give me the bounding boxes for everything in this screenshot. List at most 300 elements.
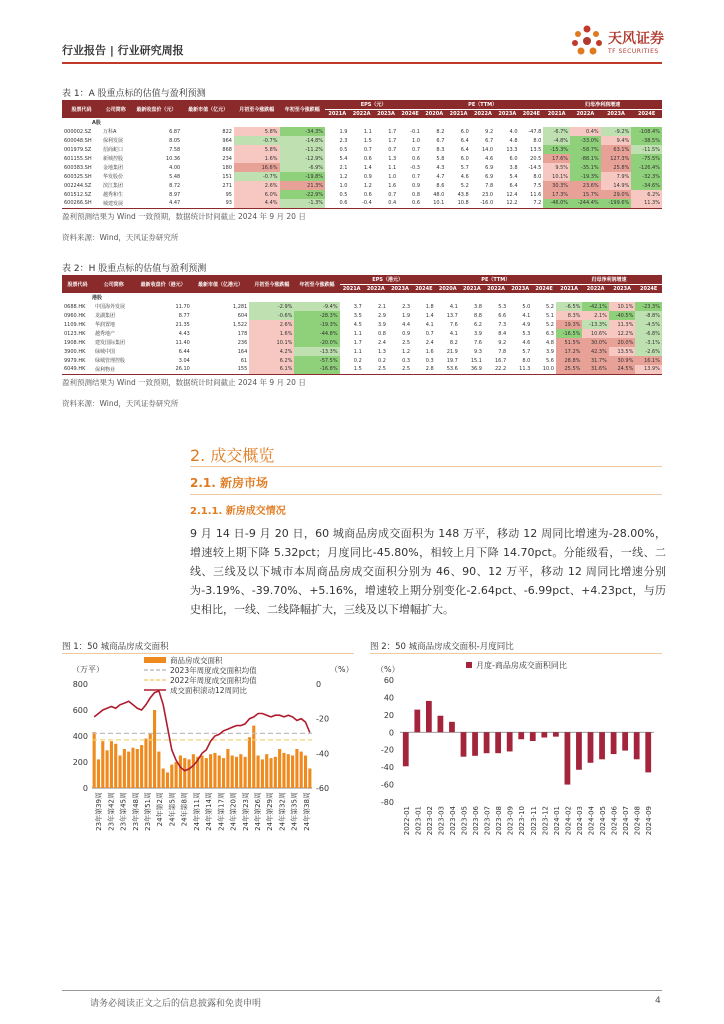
table-header-row xyxy=(62,275,662,284)
table-cell: 8.72 xyxy=(169,182,181,189)
table2-h-share xyxy=(62,275,662,375)
table-cell: 11.70 xyxy=(175,303,190,310)
yoy-bar xyxy=(461,732,467,756)
yoy-bar xyxy=(449,722,455,732)
yoy-bar xyxy=(622,732,628,750)
area-bar xyxy=(244,757,247,788)
column-header: 月初至今涨跌幅 xyxy=(249,275,294,293)
table-cell: 2.1% xyxy=(582,311,608,320)
area-bar xyxy=(106,750,109,788)
table-header-row xyxy=(62,100,662,109)
table-cell: 3.5 xyxy=(353,312,362,319)
x-tick-label: 2024-05 xyxy=(599,806,608,836)
table-cell: 127.3% xyxy=(601,154,632,163)
table-cell: 7.8 xyxy=(485,182,494,189)
year-header: 2022A xyxy=(582,284,608,293)
table-cell: 0123.HK xyxy=(64,330,86,337)
area-bar xyxy=(252,726,255,788)
x-tick-label: 2023-04 xyxy=(448,806,457,836)
table-cell: 4.1 xyxy=(522,312,531,319)
year-header: 2023A xyxy=(508,284,532,293)
table-cell: 8.0 xyxy=(533,173,542,180)
table-cell: 2.6% xyxy=(234,181,280,190)
x-tick-label: 2023-12 xyxy=(541,806,550,836)
table-cell: -4.5% xyxy=(635,320,662,329)
table-cell: 868 xyxy=(222,146,232,153)
area-bar xyxy=(188,759,191,788)
table-cell: 4.47 xyxy=(131,199,183,208)
table-cell: 14.9% xyxy=(601,181,632,190)
table-cell: 1.6% xyxy=(249,329,294,338)
table-cell: 10.1% xyxy=(249,338,294,347)
area-bar xyxy=(200,756,203,789)
group-header: EPS（港元） xyxy=(340,275,436,284)
table-cell: 1.7 xyxy=(388,128,397,135)
table-cell: 600325.SH xyxy=(64,173,92,180)
table-cell: 4.6 xyxy=(460,173,469,180)
table1-source: 资料来源：Wind，天风证券研究所 xyxy=(62,233,179,242)
section-divider xyxy=(190,466,662,467)
table-cell: -2.6% xyxy=(635,347,662,356)
table-cell: 华润置地 xyxy=(94,322,115,328)
table-cell: 8.8 xyxy=(474,312,482,319)
area-bar xyxy=(179,756,182,789)
table-cell: -23.3% xyxy=(635,302,662,311)
table-cell: 63.1% xyxy=(601,145,632,154)
yoy-bar xyxy=(426,701,432,732)
table-cell: 4.43 xyxy=(178,330,190,337)
table-cell: -13.3% xyxy=(582,320,608,329)
table-cell: 8.4 xyxy=(498,330,507,337)
table-row xyxy=(62,181,662,190)
x-tick-label: 23年第39周 xyxy=(95,792,104,831)
table-cell: 19.3% xyxy=(556,320,582,329)
legend-label: 商品房成交面积 xyxy=(170,656,223,665)
table-cell: 53.6 xyxy=(436,365,460,374)
year-header: 2024E xyxy=(412,284,436,293)
table-cell: 1.1 xyxy=(353,348,362,355)
table-cell: 0.2 xyxy=(377,357,386,364)
table-cell: 604 xyxy=(237,312,248,319)
table-cell: 0.9 xyxy=(402,330,411,337)
table-cell: 20.5 xyxy=(530,155,542,162)
table-cell: 10.8 xyxy=(446,199,470,208)
table-cell: 964 xyxy=(222,137,232,144)
table-row xyxy=(62,190,662,199)
table-row xyxy=(62,365,662,374)
group-header: 归母净利润增速 xyxy=(543,100,662,109)
table-cell: -16.5% xyxy=(556,329,582,338)
table-cell: 1.0 xyxy=(412,137,420,144)
table-cell: -16.0 xyxy=(471,199,495,208)
table-cell: -244.4% xyxy=(570,199,601,208)
table-cell: 1.6 xyxy=(425,348,434,355)
x-tick-label: 24年第26周 xyxy=(254,792,262,831)
table-cell: 6.44 xyxy=(178,348,190,355)
x-tick-label: 2024-09 xyxy=(645,806,654,836)
column-header: 最新市值（亿港元） xyxy=(192,275,249,293)
yoy-bar xyxy=(599,732,605,759)
figure1-caption: 图 1：50 城商品房成交面积 xyxy=(62,642,169,652)
y-tick-label: 40 xyxy=(383,693,394,703)
table-cell: -6.5% xyxy=(556,302,582,311)
table-cell: 0.3 xyxy=(425,357,434,364)
x-tick-label: 2024-08 xyxy=(633,806,642,836)
table-cell: 1.4 xyxy=(363,164,372,171)
table-cell: 1.1 xyxy=(353,330,362,337)
table-cell: -0.1 xyxy=(410,128,420,135)
table-cell: 7.6 xyxy=(449,321,458,328)
column-header: 股票代码 xyxy=(62,100,101,118)
section-subsubtitle: 2.1.1. 新房成交情况 xyxy=(190,506,286,517)
area-bar xyxy=(175,762,178,788)
table-cell: 31.7% xyxy=(582,356,608,365)
table-row xyxy=(62,172,662,181)
table-cell: -15.3% xyxy=(543,145,570,154)
figure2-unit: （%） xyxy=(376,665,400,674)
table-cell: 13.5 xyxy=(530,146,542,153)
table-row xyxy=(62,329,662,338)
table-cell: 龙湖集团 xyxy=(94,313,115,319)
x-tick-label: 2023-01 xyxy=(414,806,423,836)
table-cell: 华发股份 xyxy=(102,174,123,180)
table-cell: 4.1 xyxy=(449,303,458,310)
table-cell: 0.6 xyxy=(363,155,372,162)
column-header: 公司简称 xyxy=(101,100,131,118)
table-cell: 城建发展 xyxy=(101,199,131,208)
table-row xyxy=(62,356,662,365)
table1-note: 盈利预测结果为 Wind 一致预期，数据统计时间截止 2024 年 9 月 20 日 xyxy=(62,212,306,221)
table-cell: 6.3 xyxy=(545,330,554,337)
table-cell: 11.3% xyxy=(631,199,662,208)
table-cell: 28.8% xyxy=(556,356,582,365)
left-tick-label: 400 xyxy=(72,732,88,741)
legend-label: 2022年周度成交面积均值 xyxy=(170,676,257,685)
area-bar xyxy=(218,756,221,789)
table-cell: -20.0% xyxy=(294,338,339,347)
table-cell: -33.0% xyxy=(570,136,601,145)
table-cell: 1.9 xyxy=(339,128,348,135)
area-bar xyxy=(282,753,285,788)
table-cell: 5.3 xyxy=(498,303,507,310)
table-cell: -1.3% xyxy=(280,199,326,208)
area-bar xyxy=(209,754,212,788)
table-cell: -0.3 xyxy=(410,164,420,171)
year-header: 2023A xyxy=(388,284,412,293)
table-cell: 5.7 xyxy=(460,164,469,171)
table-cell: 1.2 xyxy=(363,182,372,189)
table-cell: -8.8% xyxy=(635,311,662,320)
table-cell: 11.6 xyxy=(530,191,542,198)
table-cell: 6.0% xyxy=(234,190,280,199)
table-row xyxy=(62,199,662,208)
table-cell: 11.3 xyxy=(508,365,532,374)
table-cell: 29.0% xyxy=(601,190,632,199)
year-header: 2024E xyxy=(635,284,662,293)
area-bar xyxy=(287,754,290,788)
table-cell: 3.9 xyxy=(377,321,386,328)
x-tick-label: 24年第11周 xyxy=(192,792,201,831)
table-cell: 1109.HK xyxy=(64,321,86,328)
table-cell: 15.1 xyxy=(470,357,482,364)
area-bar xyxy=(248,737,251,788)
table-cell: 7.2 xyxy=(520,199,544,208)
x-tick-label: 24年第32周 xyxy=(278,792,287,831)
year-header: 2024E xyxy=(631,109,662,118)
company-logo xyxy=(570,22,670,62)
table-cell: 23.6% xyxy=(570,181,601,190)
table-cell: 5.48 xyxy=(169,173,181,180)
table-cell: 8.0 xyxy=(533,137,542,144)
year-header: 2021A xyxy=(340,284,364,293)
table-cell: 1.2 xyxy=(402,348,411,355)
column-header: 最新收盘价（港元） xyxy=(134,275,191,293)
year-header: 2024E xyxy=(398,109,422,118)
table2-note: 盈利预测结果为 Wind 一致预期，数据统计时间截止 2024 年 9 月 20 日 xyxy=(62,378,306,387)
table-cell: 0688.HK xyxy=(64,303,86,310)
table-cell: 178 xyxy=(237,330,248,337)
table-cell: -6.8% xyxy=(635,329,662,338)
table-cell: 15.7% xyxy=(570,190,601,199)
yoy-bar xyxy=(495,732,501,753)
table-cell: 002244.SZ xyxy=(64,182,92,189)
table-cell: 000002.SZ xyxy=(64,128,92,135)
table-cell: 1.1 xyxy=(363,128,372,135)
area-bar xyxy=(136,749,139,788)
x-tick-label: 2024-02 xyxy=(564,806,573,836)
table-cell: 2.8 xyxy=(412,365,436,374)
yoy-bar xyxy=(576,732,582,769)
table-cell: 0.9 xyxy=(412,182,420,189)
table-cell: -0.7% xyxy=(234,172,280,181)
table-cell: 1.0 xyxy=(388,173,397,180)
x-tick-label: 24年第35周 xyxy=(290,792,299,831)
table-cell: 保利发展 xyxy=(102,138,123,144)
year-header: 2023A xyxy=(495,109,519,118)
area-bar xyxy=(114,744,117,788)
year-header: 2021A xyxy=(556,284,582,293)
year-header: 2022A xyxy=(349,109,373,118)
legend-swatch xyxy=(144,657,166,663)
area-bar xyxy=(269,758,272,788)
table-cell: 1.0 xyxy=(339,182,348,189)
x-tick-label: 2024-07 xyxy=(622,806,631,836)
table-cell: -46.0% xyxy=(543,199,570,208)
table-cell: 48.0 xyxy=(433,191,445,198)
table-cell: 3.7 xyxy=(353,303,362,310)
table-cell: 建发国际集团 xyxy=(94,340,125,346)
table-cell: 招商蛇口 xyxy=(102,147,123,153)
table-cell: 31.6% xyxy=(582,365,608,374)
table-cell: 4.6 xyxy=(485,155,494,162)
area-bar xyxy=(265,754,268,788)
table-cell: 30.3% xyxy=(543,181,570,190)
table-cell: 13.5% xyxy=(609,347,635,356)
table-cell: -3.1% xyxy=(635,338,662,347)
table-cell: 10.1 xyxy=(422,199,446,208)
table-cell: 2.5 xyxy=(364,365,388,374)
table-cell: -0.4 xyxy=(349,199,373,208)
table-cell: 17.6% xyxy=(543,154,570,163)
area-bar xyxy=(235,757,238,788)
table-cell: 8.97 xyxy=(169,191,181,198)
right-tick-label: 0 xyxy=(316,680,322,689)
table-cell: 4.8 xyxy=(509,137,518,144)
x-tick-label: 23年第48周 xyxy=(131,792,140,831)
right-tick-label: -40 xyxy=(316,749,330,759)
table-cell: 6.0 xyxy=(509,155,518,162)
x-tick-label: 2023-02 xyxy=(425,806,434,836)
table-cell: 6.0 xyxy=(460,155,469,162)
table-cell: 4.1 xyxy=(449,330,458,337)
table-cell: 10.1% xyxy=(609,302,635,311)
section-paragraph: 9 月 14 日-9 月 20 日，60 城商品房成交面积为 148 万平，移动 12 周同比增速为-28.00%，增速较上期下降 5.32pct；月度同比-45.80%，相较上月下降 14.70pct。分能级看，一线、二线、三线及以下城市本周商品房成交面积分别为 46、90、12 万平，移动 12 周同比增速分别为-3.19%、-39.70%、+5.16%，增速较上期分别变化-2.64pct、-6.99pct、+4.23pct，与历史相比，一线、二线降幅扩大，三线及以下增幅扩大。 xyxy=(190,527,666,616)
left-tick-label: 0 xyxy=(82,784,88,793)
yoy-bar xyxy=(518,732,524,739)
x-tick-label: 24年第20周 xyxy=(229,792,238,831)
table-cell: 21.9 xyxy=(446,348,458,355)
table-cell: 51.5% xyxy=(556,338,582,347)
table-cell: 7.58 xyxy=(169,146,181,153)
x-tick-label: 24年第14周 xyxy=(205,792,214,831)
table-cell: 10.36 xyxy=(165,155,181,162)
table-cell: 95 xyxy=(225,191,232,198)
table-cell: 9.2 xyxy=(498,339,507,346)
table2-caption: 表 2：H 股重点标的估值与盈利预测 xyxy=(62,264,207,274)
table-cell: 4.5 xyxy=(353,321,362,328)
area-bar xyxy=(261,759,264,788)
table-cell: -28.3% xyxy=(294,311,339,320)
table-cell: -35.1% xyxy=(570,163,601,172)
left-tick-label: 200 xyxy=(72,758,88,767)
table-cell: -22.9% xyxy=(280,190,326,199)
area-bar xyxy=(239,754,242,788)
table-cell: 0.3 xyxy=(402,357,411,364)
table-cell: -32.3% xyxy=(631,172,662,181)
table-cell: 0.5 xyxy=(339,191,348,198)
table-cell: 8.3 xyxy=(436,146,445,153)
table-cell: 8.05 xyxy=(169,137,181,144)
table-cell: 5.6 xyxy=(545,357,554,364)
table-cell: -12.9% xyxy=(280,154,326,163)
table-cell: 5.0 xyxy=(522,303,531,310)
x-tick-label: 24年第5周 xyxy=(168,792,177,827)
area-bar xyxy=(257,756,260,789)
table-cell: 3.8 xyxy=(474,303,482,310)
table-cell: 保利物业 xyxy=(93,365,135,374)
table-cell: 0.7 xyxy=(388,146,397,153)
table-cell: 滨江集团 xyxy=(102,183,123,189)
table-cell: 0.2 xyxy=(353,357,362,364)
table-cell: -38.5% xyxy=(631,136,662,145)
yoy-bar xyxy=(414,710,420,733)
table-cell: 12.4 xyxy=(506,191,518,198)
area-bar xyxy=(118,756,121,789)
table-row xyxy=(62,127,662,136)
table-cell: 1.6 xyxy=(388,182,397,189)
table-cell: -88.1% xyxy=(570,154,601,163)
table-cell: 14.0 xyxy=(481,146,494,153)
column-header: 最新收盘价（元） xyxy=(131,100,183,118)
area-bar xyxy=(183,758,186,788)
year-header: 2022A xyxy=(471,109,495,118)
section-title: 2. 成交概览 xyxy=(190,446,275,465)
table-cell: -34.6% xyxy=(631,181,662,190)
table-cell: 万科A xyxy=(102,129,117,135)
table-cell: 0.9 xyxy=(363,173,372,180)
table-cell: 6.9 xyxy=(485,164,494,171)
table-cell: 4.4% xyxy=(234,199,280,208)
area-bar xyxy=(231,756,234,789)
table-cell: 822 xyxy=(222,128,232,135)
table-cell: 600048.SH xyxy=(64,137,92,144)
group-header: EPS（元） xyxy=(325,100,422,109)
table-cell: 4.7 xyxy=(436,173,445,180)
table-cell: 3.9 xyxy=(474,330,482,337)
table-cell: 0960.HK xyxy=(64,312,86,319)
table-cell: -11.2% xyxy=(280,145,326,154)
x-tick-label: 2023-10 xyxy=(518,806,527,836)
right-tick-label: -20 xyxy=(316,714,330,724)
table-cell: 601155.SH xyxy=(64,155,92,162)
table-cell: 4.1 xyxy=(425,321,434,328)
yoy-bar xyxy=(645,732,651,772)
y-tick-label: -80 xyxy=(380,798,394,807)
x-tick-label: 2023-09 xyxy=(506,806,515,836)
table-cell: 1.2 xyxy=(339,173,348,180)
table-cell: 2.9 xyxy=(377,312,386,319)
year-header: 2020A xyxy=(436,284,460,293)
table-cell: 16.7 xyxy=(495,357,507,364)
table-cell: 180 xyxy=(222,164,232,171)
area-bar xyxy=(140,745,143,788)
table-cell: 5.2 xyxy=(545,303,554,310)
x-tick-label: 2023-11 xyxy=(529,806,538,836)
table-cell: 7.5 xyxy=(533,182,542,189)
table-cell: 0.8 xyxy=(377,330,386,337)
year-header: 2022A xyxy=(570,109,601,118)
table-cell: 8.0 xyxy=(522,357,531,364)
x-tick-label: 2023-07 xyxy=(483,806,492,836)
table-cell: 0.7 xyxy=(388,191,397,198)
year-header: 2021A xyxy=(325,109,349,118)
section-subtitle: 2.1. 新房市场 xyxy=(190,476,268,490)
table-cell: 17.2% xyxy=(556,347,582,356)
area-bar xyxy=(157,752,160,788)
y-tick-label: 20 xyxy=(383,710,394,720)
table-cell: 0.6 xyxy=(412,155,420,162)
y-tick-label: -40 xyxy=(380,763,394,773)
year-header: 2022A xyxy=(364,284,388,293)
table-cell: 11.3% xyxy=(609,320,635,329)
x-tick-label: 24年第38周 xyxy=(302,792,311,831)
table-cell: 2.4 xyxy=(425,339,434,346)
area-bar xyxy=(144,739,147,788)
table-cell: 1.4 xyxy=(425,312,434,319)
table-cell: 6.87 xyxy=(169,128,181,135)
table-cell: 2.4 xyxy=(377,339,386,346)
table-cell: 5.8% xyxy=(234,127,280,136)
table-cell: 25.8% xyxy=(601,163,632,172)
table-cell: -40.5% xyxy=(609,311,635,320)
logo-name-cn: 天风证券 xyxy=(608,31,664,47)
table-cell: 25.5% xyxy=(556,365,582,374)
legend-label: 2023年周度成交面积均值 xyxy=(170,666,257,675)
column-header: 月初至今涨跌幅 xyxy=(234,100,280,118)
area-bar xyxy=(278,749,281,788)
area-bar xyxy=(123,749,126,788)
table-cell: -126.4% xyxy=(631,163,662,172)
